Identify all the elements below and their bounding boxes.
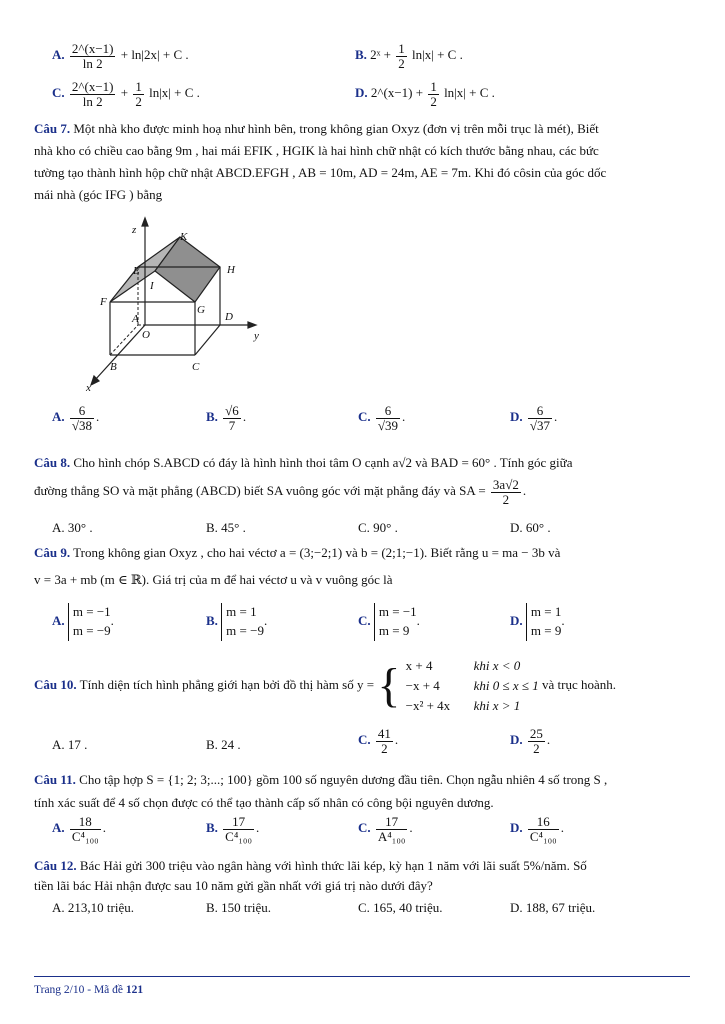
roof-face-hgik	[155, 237, 220, 302]
svg-text:G: G	[197, 304, 205, 316]
left-brace-icon: {	[377, 659, 401, 713]
q12-option-b: B. 150 triệu.	[206, 900, 271, 915]
svg-text:B: B	[110, 361, 117, 373]
q12-option-c: C. 165, 40 triệu.	[358, 900, 443, 915]
q6-option-d: D. 2^(x−1) + $\frac{1}{2}$ ln|x| + C .	[355, 79, 495, 109]
q8-line2: đường thẳng SO và mặt phẳng (ABCD) biết SA vuông góc với mặt phẳng đáy và SA = $\frac{3a√2}{2}$ .	[34, 477, 527, 507]
svg-text:K: K	[180, 231, 188, 243]
svg-text:y: y	[254, 330, 259, 342]
q11-line1: Câu 11. Cho tập hợp S = {1; 2; 3;...; 100} gồm 100 số nguyên dương đầu tiên. Chọn ngẫu nhiên 4 số trong S ,	[34, 772, 608, 787]
q7-text: Câu 7. Một nhà kho được minh hoạ như hình bên, trong không gian Oxyz (đơn vị trên mỗi trục là mét), Biết nhà kho có chiều cao bằng 9m , hai mái EFIK , HGIK là hai hình chữ nhật có kích thước bằng nhau, các bức tường tạo thành hình hộp chữ nhật ABCD.EFGH , AB = 10m, AD = 24m, AE = 7m. Khi đó côsin của góc dốc mái nhà (góc IFG ) bằng	[34, 121, 607, 202]
q10-line: Câu 10. Tính diện tích hình phẳng giới hạn bởi đồ thị hàm số y = { x + 4 khi x < 0 −x + 4 khi 0 ≤ x ≤ 1 −x² + 4x khi x > 1 và trục hoành.	[34, 658, 617, 714]
q9-option-b: B. m = 1 m = −9.	[206, 603, 267, 641]
q9-line1: Câu 9. Trong không gian Oxyz , cho hai véctơ a = (3;−2;1) và b = (2;1;−1). Biết rằng u = ma − 3b và	[34, 545, 561, 560]
q9-option-c: C. m = −1 m = 9.	[358, 603, 420, 641]
q8-option-a: A. 30° .	[52, 520, 93, 535]
svg-text:x: x	[86, 382, 91, 394]
q12-line1: Câu 12. Bác Hải gửi 300 triệu vào ngân hàng với hình thức lãi kép, kỳ hạn 1 năm với lãi suất 5%/năm. Số	[34, 858, 587, 873]
q11-line2: tính xác suất để 4 số chọn được có thể tạo thành cấp số nhân có công bội nguyên dương.	[34, 795, 494, 810]
q6-option-b: B. 2ˣ + $\frac{1}{2}$ ln|x| + C .	[355, 41, 463, 71]
q9-option-d: D. m = 1 m = 9.	[510, 603, 565, 641]
page-footer: Trang 2/10 - Mã đề 121	[34, 984, 144, 996]
q11-option-a: A. $\frac{18}{\text{C⁴₁₀₀}}$ .	[52, 814, 106, 844]
svg-text:O: O	[142, 329, 150, 341]
footer-divider	[34, 976, 690, 977]
q7-option-c: C. $\frac{6}{√39}$ .	[358, 403, 406, 433]
svg-text:E: E	[133, 265, 140, 277]
q8-option-d: D. 60° .	[510, 520, 551, 535]
q10-option-b: B. 24 .	[206, 737, 241, 752]
q8-line1: Câu 8. Cho hình chóp S.ABCD có đáy là hình hình thoi tâm O cạnh a√2 và BAD = 60° . Tính góc giữa	[34, 455, 573, 470]
svg-text:F: F	[100, 296, 107, 308]
q11-option-c: C. $\frac{17}{\text{A⁴₁₀₀}}$ .	[358, 814, 413, 844]
svg-text:D: D	[225, 311, 233, 323]
q11-option-b: B. $\frac{17}{\text{C⁴₁₀₀}}$ .	[206, 814, 260, 844]
q10-option-d: D. $\frac{25}{2}$ .	[510, 726, 551, 756]
q6-option-a: A. $\frac{2\^{}(x-1)}{\ln 2}$ + ln|2x| + C .	[52, 41, 189, 71]
q12-option-d: D. 188, 67 triệu.	[510, 900, 596, 915]
svg-text:C: C	[192, 361, 200, 373]
svg-text:z: z	[132, 224, 137, 236]
svg-text:H: H	[227, 264, 235, 276]
q10-option-c: C. $\frac{41}{2}$ .	[358, 726, 399, 756]
q7-option-d: D. $\frac{6}{√37}$ .	[510, 403, 558, 433]
svg-text:I: I	[150, 280, 154, 292]
q8-option-b: B. 45° .	[206, 520, 246, 535]
q11-option-d: D. $\frac{16}{\text{C⁴₁₀₀}}$ .	[510, 814, 564, 844]
q12-line2: tiền lãi bác Hải nhận được sau 10 năm gửi gần nhất với giá trị nào dưới đây?	[34, 878, 433, 893]
q7-option-b: B. $\frac{√6}{7}$ .	[206, 403, 247, 433]
q12-option-a: A. 213,10 triệu.	[52, 900, 134, 915]
q9-line2: v = 3a + mb (m ∈ ℝ). Giá trị của m để hai véctơ u và v vuông góc là	[34, 572, 393, 587]
q10-option-a: A. 17 .	[52, 737, 88, 752]
q8-option-c: C. 90° .	[358, 520, 398, 535]
q7-option-a: A. $\frac{6}{√38}$ .	[52, 403, 100, 433]
q9-option-a: A. m = −1 m = −9.	[52, 603, 114, 641]
q6-option-c: C. $\frac{2\^{}(x-1)}{\ln 2}$ + $\frac{1}{2}$ ln|x| + C .	[52, 79, 200, 109]
svg-text:A: A	[132, 313, 139, 325]
warehouse-figure	[70, 215, 280, 395]
